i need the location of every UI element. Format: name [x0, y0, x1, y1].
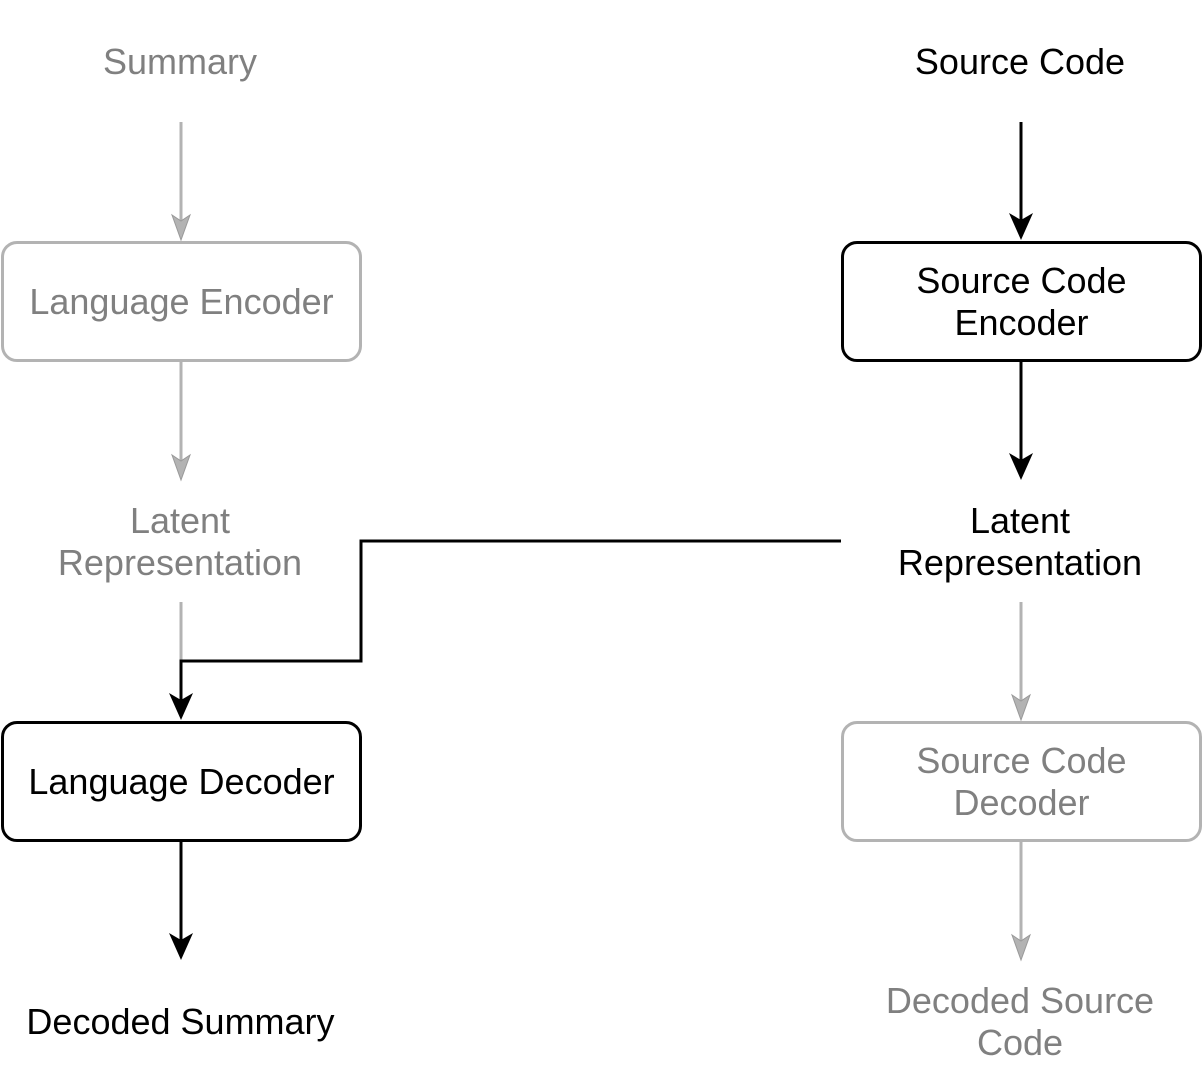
language-decoder-box: Language Decoder — [1, 721, 362, 842]
source-code-encoder-box: Source Code Encoder — [841, 241, 1202, 362]
decoded-summary-label: Decoded Summary — [26, 1001, 335, 1042]
left-arrow-encoder-to-latent — [172, 362, 190, 480]
right-arrow-decoder-to-output — [1012, 842, 1030, 960]
summary-label: Summary — [102, 41, 258, 82]
language-encoder-box: Language Encoder — [1, 241, 362, 362]
right-arrow-source-to-encoder — [1009, 122, 1033, 240]
source-code-label: Source Code — [914, 41, 1126, 82]
right-arrow-latent-to-decoder — [1012, 602, 1030, 720]
left-latent-representation-label: Latent Representation — [57, 500, 303, 583]
decoded-source-code-label: Decoded Source Code — [885, 980, 1155, 1063]
left-arrow-decoder-to-output — [169, 842, 193, 960]
right-arrow-encoder-to-latent — [1009, 362, 1033, 480]
left-arrow-summary-to-encoder — [172, 122, 190, 240]
right-latent-representation-label: Latent Representation — [897, 500, 1143, 583]
source-code-decoder-box: Source Code Decoder — [841, 721, 1202, 842]
